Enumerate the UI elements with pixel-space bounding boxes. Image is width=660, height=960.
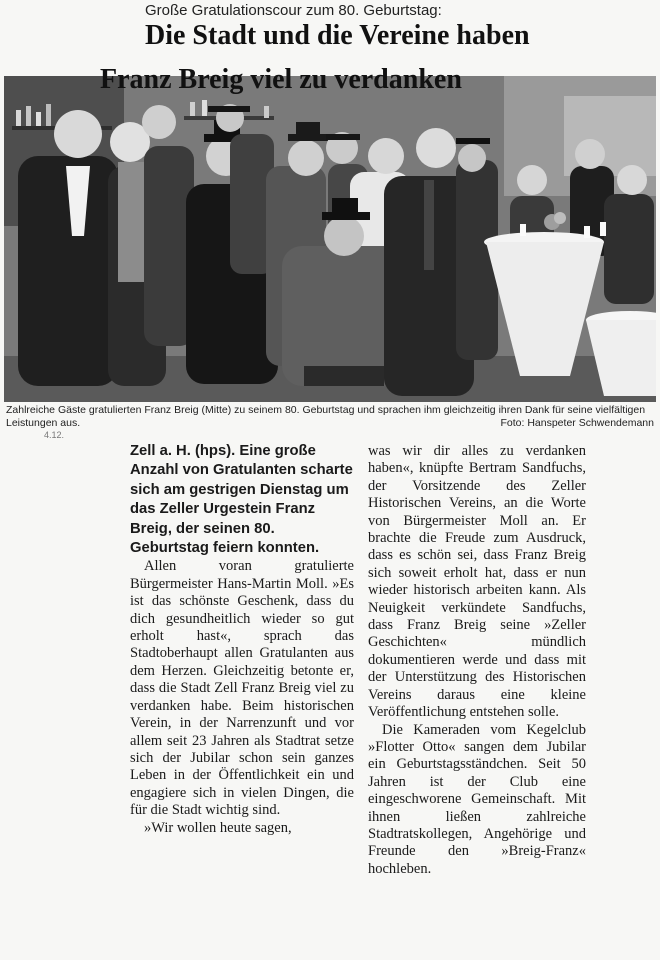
headline-line-1: Die Stadt und die Vereine haben [145, 20, 530, 51]
article-paragraph: was wir dir alles zu verdanken haben«, knüpfte Bertram Sandfuchs, der Vorsitzende des Zeller Historischen Vereins, an die Worte von Bürgermeister Moll an. Er brachte die Freude zum Ausdruck, dass es schön sei, dass Franz Breig sich soweit erholt hat, dass er nun wieder historisch arbeiten kann. Als Neuigkeit verkündete Sandfuchs, dass Franz Breig seine »Zeller Geschichten« mündlich dokumentieren werde und dass mit der Unterstützung des Historischen Vereins daraus eine kleine Veröffentlichung entstehen solle. [368, 443, 586, 721]
article-paragraph: »Wir wollen heute sagen, [144, 819, 292, 836]
article-paragraph: Allen voran gratulierte Bürgermeister Hans-Martin Moll. »Es ist das schönste Geschenk, dass du dich gesundheitlich wieder so gut erholt hast«, sprach das Stadtoberhaupt allen Gratulanten aus dem Herzen. Gleichzeitig betonte er, dass die Stadt Zell Franz Breig viel zu verdanken habe. Beim historischen Verein, in der Narrenzunft und vor allem seit 23 Jahren als Stadtrat setze sich der Jubilar schon sein ganzes Leben in der Öffentlichkeit ein und engagiere sich in vielen Dingen, die für die Stadt wichtig sind. [130, 558, 354, 819]
caption-text: Zahlreiche Gäste gratulierten Franz Breig (Mitte) zu seinem 80. Geburtstag und sprachen ihm gleichzeitig ihren Dank für seine vielfältigen Leistungen aus. [6, 404, 646, 429]
article-column-2 [368, 443, 586, 878]
handwritten-note: 4.12. [44, 430, 65, 440]
article-paragraph: Die Kameraden vom Kegelclub »Flotter Otto« sangen dem Jubilar ein Geburtstagsständchen. Seit 50 Jahren ist der Club eine eingeschworene Gemeinschaft. Mit ihnen ließen zahlreiche Stadtratskollegen, Angehörige und Freunde den »Breig-Franz« hochleben. [368, 721, 586, 877]
group-photo-illustration [4, 76, 656, 402]
photo-credit: Foto: Hanspeter Schwendemann [500, 417, 654, 429]
group-photo [4, 76, 656, 402]
overline: Große Gratulationscour zum 80. Geburtstag: [145, 2, 442, 19]
article-lead: Zell a. H. (hps). Eine große Anzahl von Gratulanten scharte sich am gestrigen Dienstag um das Zeller Urgestein Franz Breig, der seinen 80. Geburtstag feiern konnten. [130, 443, 353, 557]
headline-line-2: Franz Breig viel zu verdanken [100, 64, 462, 95]
photo-caption [6, 404, 654, 430]
article-column-1 [130, 442, 354, 837]
